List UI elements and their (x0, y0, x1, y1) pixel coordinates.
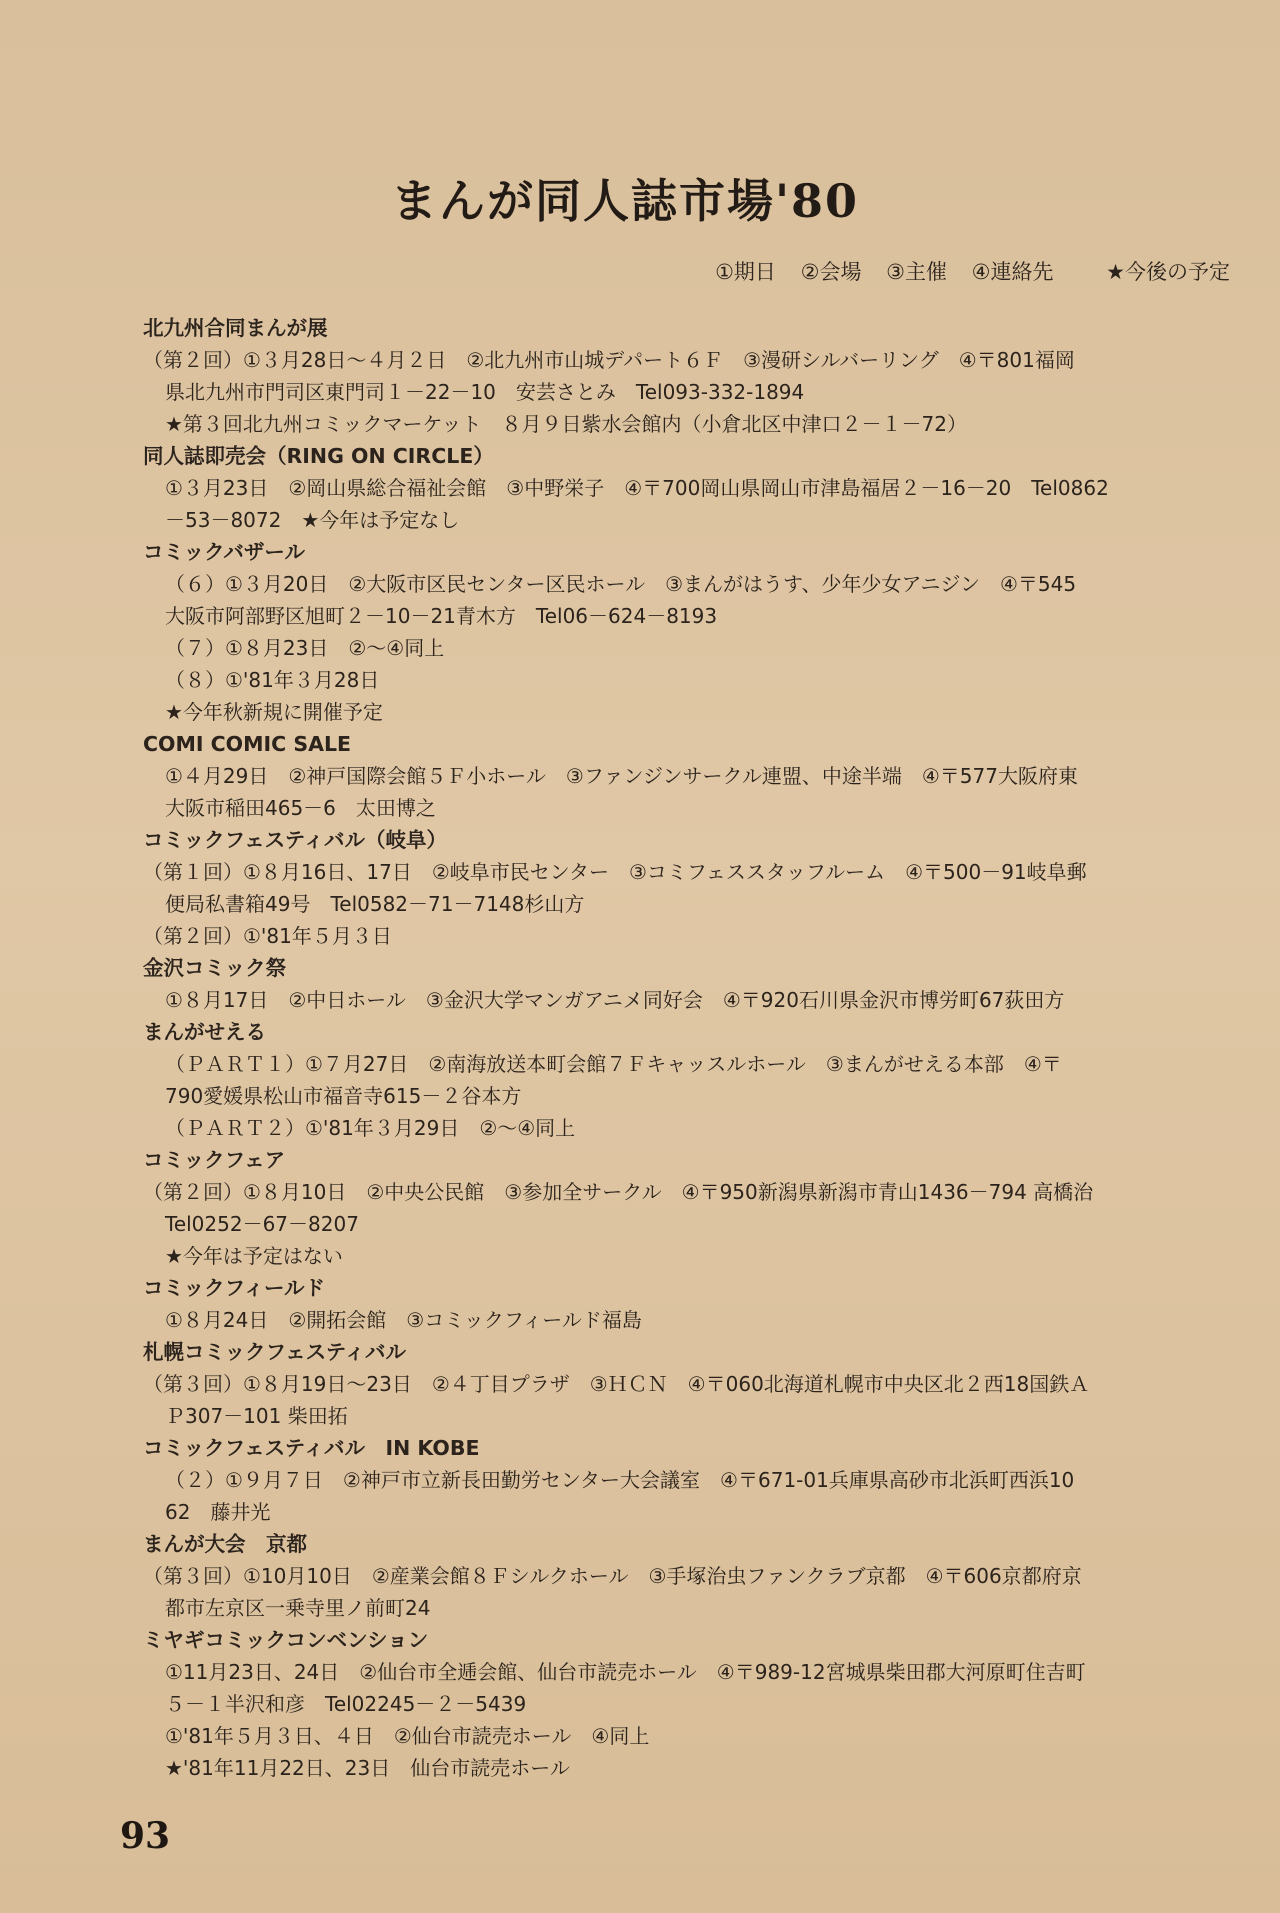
event-detail-line: 790愛媛県松山市福音寺615－２谷本方 (165, 1084, 522, 1108)
event-detail-line: （第２回）①３月28日～４月２日 ②北九州市山城デパート６Ｆ ③漫研シルバーリング ④〒801福岡 (143, 348, 1075, 372)
event-detail-line: ★'81年11月22日、23日 仙台市読売ホール (165, 1756, 570, 1780)
event-heading: ミヤギコミックコンベンション (143, 1628, 429, 1652)
event-heading: コミックバザール (143, 540, 305, 564)
event-detail-line: （７）①８月23日 ②～④同上 (165, 636, 445, 660)
event-detail-line: ①８月17日 ②中日ホール ③金沢大学マンガアニメ同好会 ④〒920石川県金沢市博労町67荻田方 (165, 988, 1065, 1012)
legend (697, 256, 1230, 286)
event-detail-line: ①８月24日 ②開拓会館 ③コミックフィールド福島 (165, 1308, 642, 1332)
event-detail-line: 大阪市稲田465－6 太田博之 (165, 796, 436, 820)
event-detail-line: （ＰＡＲＴ１）①７月27日 ②南海放送本町会館７Ｆキャッスルホール ③まんがせえる本部 ④〒 (165, 1052, 1062, 1076)
legend-date: ①期日 (715, 260, 776, 284)
event-detail-line: ①４月29日 ②神戸国際会館５Ｆ小ホール ③ファンジンサークル連盟、中途半端 ④〒577大阪府東 (165, 764, 1078, 788)
event-detail-line: （第１回）①８月16日、17日 ②岐阜市民センター ③コミフェススタッフルーム ④〒500－91岐阜郵 (143, 860, 1087, 884)
page-number: 93 (120, 1815, 171, 1857)
event-heading: まんが大会 京都 (143, 1532, 307, 1556)
event-heading: まんがせえる (143, 1020, 266, 1044)
event-detail-line: ①３月23日 ②岡山県総合福祉会館 ③中野栄子 ④〒700岡山県岡山市津島福居２－16－20 Tel0862 (165, 476, 1109, 500)
event-detail-line: 大阪市阿部野区旭町２－10－21青木方 Tel06－624－8193 (165, 604, 718, 628)
event-listing (143, 312, 1213, 1784)
event-heading: 北九州合同まんが展 (143, 316, 328, 340)
event-detail-line: （第３回）①10月10日 ②産業会館８Ｆシルクホール ③手塚治虫ファンクラブ京都 ④〒606京都府京 (143, 1564, 1082, 1588)
event-detail-line: （８）①'81年３月28日 (165, 668, 380, 692)
event-heading: コミックフェア (143, 1148, 286, 1172)
event-detail-line: ★今年秋新規に開催予定 (165, 700, 383, 724)
event-heading: 金沢コミック祭 (143, 956, 287, 980)
event-heading: COMI COMIC SALE (143, 732, 352, 756)
event-detail-line: ★今年は予定はない (165, 1244, 343, 1268)
event-detail-line: 62 藤井光 (165, 1500, 271, 1524)
legend-future: ★今後の予定 (1106, 260, 1230, 284)
event-detail-line: （第２回）①８月10日 ②中央公民館 ③参加全サークル ④〒950新潟県新潟市青山1436－794 高橋治 (143, 1180, 1094, 1204)
legend-venue: ②会場 (800, 260, 862, 284)
event-detail-line: ★第３回北九州コミックマーケット ８月９日紫水会館内（小倉北区中津口２－１－72） (165, 412, 967, 436)
event-detail-line: 県北九州市門司区東門司１－22－10 安芸さとみ Tel093-332-1894 (165, 380, 805, 404)
page-title: まんが同人誌市場'80 (390, 174, 860, 228)
event-heading: 札幌コミックフェスティバル (143, 1340, 407, 1364)
event-detail-line: 便局私書箱49号 Tel0582－71－7148杉山方 (165, 892, 585, 916)
event-detail-line: （第２回）①'81年５月３日 (143, 924, 392, 948)
event-detail-line: ①'81年５月３日、４日 ②仙台市読売ホール ④同上 (165, 1724, 650, 1748)
event-detail-line: －53－8072 ★今年は予定なし (165, 508, 460, 532)
event-detail-line: Tel0252－67－8207 (165, 1212, 359, 1236)
event-detail-line: ５－１半沢和彦 Tel02245－２－5439 (165, 1692, 527, 1716)
event-detail-line: Ｐ307－101 柴田拓 (165, 1404, 348, 1428)
event-heading: コミックフェスティバル IN KOBE (143, 1436, 480, 1460)
event-detail-line: 都市左京区一乗寺里ノ前町24 (165, 1596, 431, 1620)
event-detail-line: （２）①９月７日 ②神戸市立新長田勤労センター大会議室 ④〒671-01兵庫県高砂市北浜町西浜10 (165, 1468, 1075, 1492)
event-detail-line: （６）①３月20日 ②大阪市区民センター区民ホール ③まんがはうす、少年少女アニジン ④〒545 (165, 572, 1077, 596)
event-heading: コミックフェスティバル（岐阜） (143, 828, 448, 852)
event-heading: コミックフィールド (143, 1276, 326, 1300)
event-detail-line: （ＰＡＲＴ２）①'81年３月29日 ②～④同上 (165, 1116, 576, 1140)
event-detail-line: （第３回）①８月19日～23日 ②４丁目プラザ ③ＨＣＮ ④〒060北海道札幌市中央区北２西18国鉄Ａ (143, 1372, 1090, 1396)
event-heading: 同人誌即売会（RING ON CIRCLE） (143, 444, 494, 468)
legend-contact: ④連絡先 (971, 260, 1054, 284)
legend-organizer: ③主催 (886, 260, 947, 284)
event-detail-line: ①11月23日、24日 ②仙台市全逓会館、仙台市読売ホール ④〒989-12宮城県柴田郡大河原町住吉町 (165, 1660, 1086, 1684)
